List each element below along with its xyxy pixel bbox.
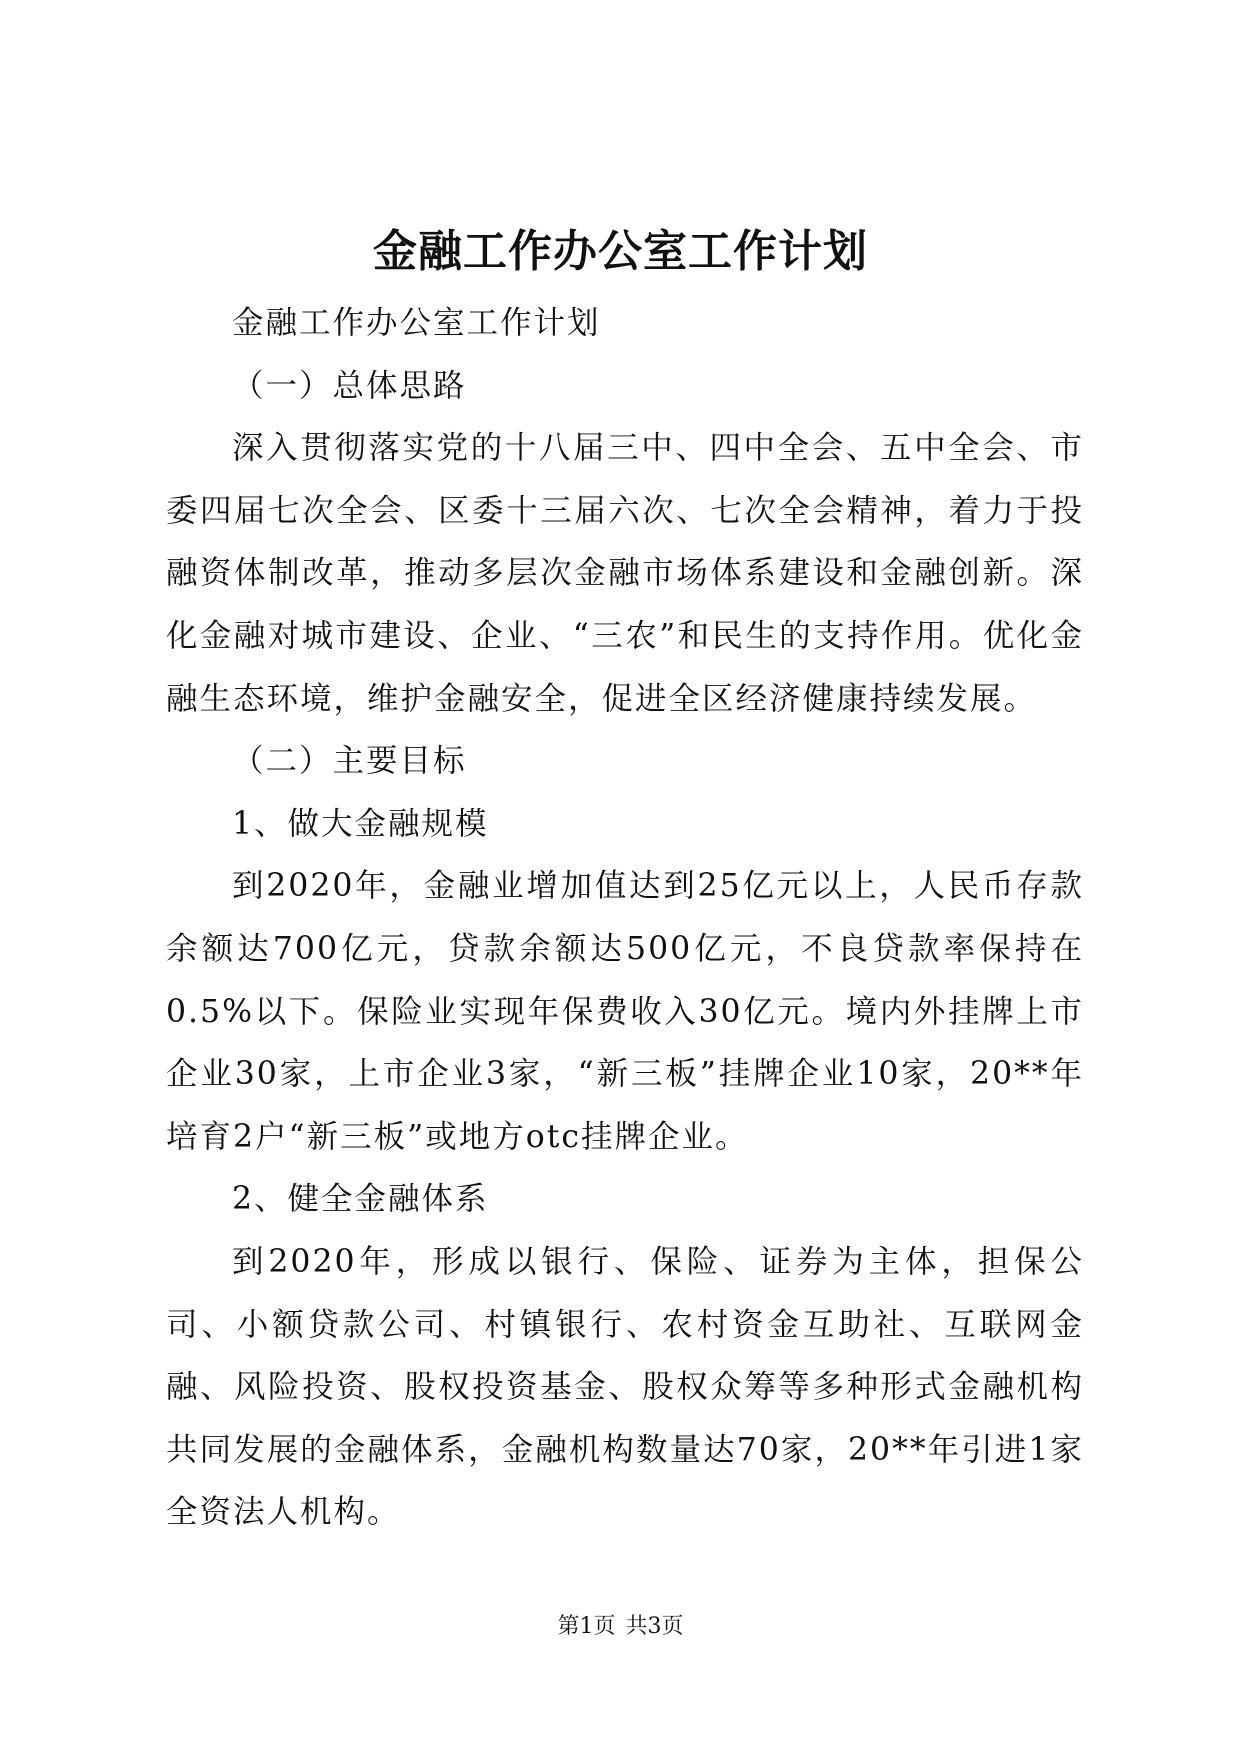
page-total: 共3页 [625,1614,684,1639]
page-number: 第1页 [557,1614,616,1639]
section-heading-overall-approach: （一）总体思路 [232,367,467,404]
document-body [166,292,1084,1544]
body-paragraph-approach: 深入贯彻落实党的十八届三中、四中全会、五中全会、市委四届七次全会、区委十三届六次、七次全会精神，着力于投融资体制改革，推动多层次金融市场体系建设和金融创新。深化金融对城市建设、企业、“三农”和民生的支持作用。优化金融生态环境，维护金融安全，促进全区经济健康持续发展。 [166,430,1084,717]
subheading-scale: 1、做大金融规模 [232,805,489,842]
section-heading-main-goals: （二）主要目标 [232,743,467,780]
body-paragraph-scale: 到2020年，金融业增加值达到25亿元以上，人民币存款余额达700亿元，贷款余额达500亿元，不良贷款率保持在0.5%以下。保险业实现年保费收入30亿元。境内外挂牌上市企业30家，上市企业3家，“新三板”挂牌企业10家，20**年培育2户“新三板”或地方otc挂牌企业。 [166,868,1084,1155]
subtitle-paragraph: 金融工作办公室工作计划 [232,305,601,341]
page-footer [0,1612,1241,1642]
body-paragraph-system: 到2020年，形成以银行、保险、证券为主体，担保公司、小额贷款公司、村镇银行、农村资金互助社、互联网金融、风险投资、股权投资基金、股权众筹等多种形式金融机构共同发展的金融体系，金融机构数量达70家，20**年引进1家全资法人机构。 [166,1243,1084,1531]
subheading-system: 2、健全金融体系 [232,1181,489,1218]
document-title: 金融工作办公室工作计划 [373,226,868,277]
